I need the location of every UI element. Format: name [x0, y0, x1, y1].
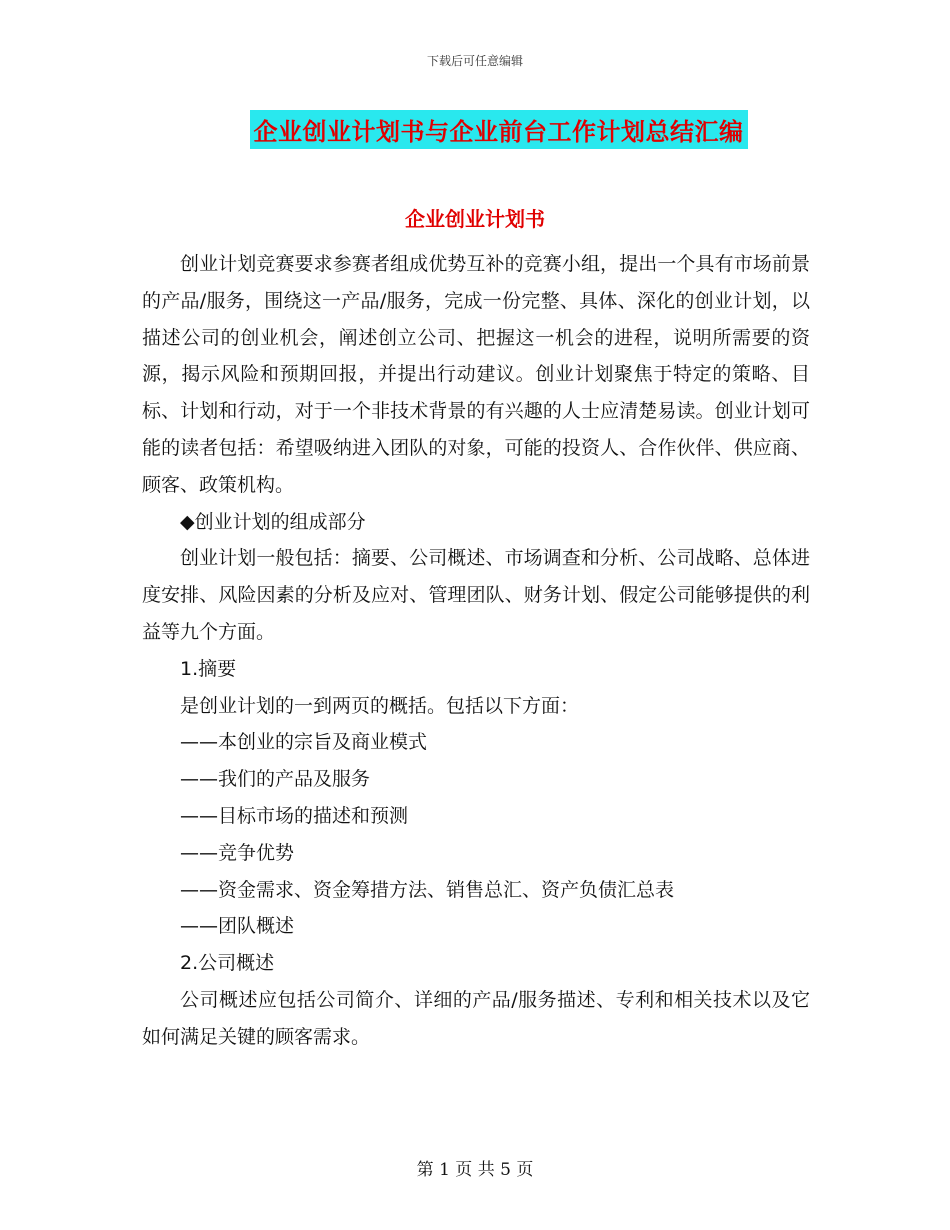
document-body — [142, 246, 810, 1056]
section-title: 企业创业计划书 — [405, 207, 545, 231]
list-item: ——目标市场的描述和预测 — [180, 804, 409, 827]
paragraph-intro: 创业计划竞赛要求参赛者组成优势互补的竞赛小组，提出一个具有市场前景的产品/服务，围绕这一产品/服务，完成一份完整、具体、深化的创业计划，以描述公司的创业机会，阐述创立公司、把握这一机会的进程，说明所需要的资源，揭示风险和预期回报，并提出行动建议。创业计划聚焦于特定的策略、目标、计划和行动，对于一个非技术背景的有兴趣的人士应清楚易读。创业计划可能的读者包括：希望吸纳进入团队的对象，可能的投资人、合作伙伴、供应商、顾客、政策机构。 — [142, 253, 810, 496]
list-item: ——资金需求、资金筹措方法、销售总汇、资产负债汇总表 — [180, 878, 675, 901]
paragraph-summary: 是创业计划的一到两页的概括。包括以下方面： — [180, 694, 580, 717]
list-item: ——竞争优势 — [180, 841, 295, 864]
list-item: ——本创业的宗旨及商业模式 — [180, 731, 428, 754]
paragraph-components: 创业计划一般包括：摘要、公司概述、市场调查和分析、公司战略、总体进度安排、风险因素的分析及应对、管理团队、财务计划、假定公司能够提供的利益等九个方面。 — [142, 547, 810, 643]
paragraph-company-overview: 公司概述应包括公司简介、详细的产品/服务描述、专利和相关技术以及它如何满足关键的顾客需求。 — [142, 988, 810, 1048]
heading-summary: 1.摘要 — [180, 657, 237, 680]
list-item: ——我们的产品及服务 — [180, 768, 371, 791]
page-number: 第 1 页 共 5 页 — [416, 1160, 534, 1180]
heading-company-overview: 2.公司概述 — [180, 952, 275, 975]
main-title-wrap — [0, 110, 950, 149]
document-title: 企业创业计划书与企业前台工作计划总结汇编 — [250, 110, 748, 149]
header-note: 下载后可任意编辑 — [426, 54, 523, 68]
paragraph-components-heading: ◆创业计划的组成部分 — [180, 510, 366, 533]
list-item: ——团队概述 — [180, 915, 295, 938]
